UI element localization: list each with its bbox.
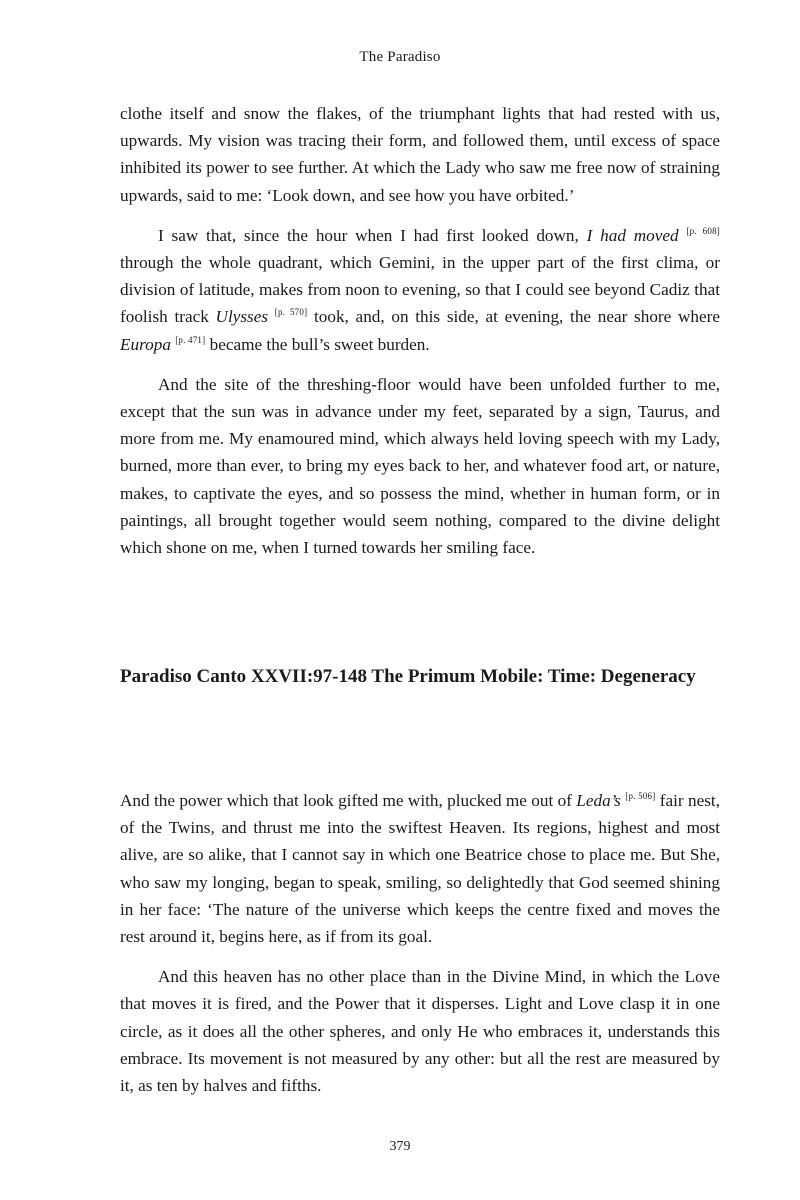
page-reference: [p. 608] [686,225,720,236]
paragraph-2-text-c: took, and, on this side, at evening, the near shore where [307,307,720,327]
running-head: The Paradiso [359,49,441,65]
page-number: 379 [389,1139,411,1154]
paragraph-4-text-a: And the power which that look gifted me with, plucked me out of [120,791,577,810]
emphasis-i-had-moved: I had moved [586,225,679,245]
paragraph-4 [120,787,720,950]
paragraph-1: clothe itself and snow the flakes, of the triumphant lights that had rested with us, upwards. My vision was tracing their form, and followed them, until excess of space inhibited its power to see further. At which the Lady who saw me free now of straining upwards, said to me: ‘Look down, and see how you have orbited.’ [120,104,720,205]
paragraph-2-text-a: I saw that, since the hour when I had first looked down, [158,225,587,245]
emphasis-europa: Europa [120,334,171,354]
paragraph-2-text-b: through the whole quadrant, which Gemini, in the upper part of the first clima, or division of latitude, makes from noon to evening, so that I could see beyond Cadiz that foolish track [120,253,720,327]
paragraph-2 [120,222,720,358]
page-reference: [p. 471] [175,334,206,345]
emphasis-ledas: Leda’s [576,791,621,810]
text-block-upper [120,100,720,574]
emphasis-ulysses: Ulysses [215,307,269,327]
text-block-lower [120,787,720,1112]
paragraph-5: And this heaven has no other place than in the Divine Mind, in which the Love that moves it is fired, and the Power that it disperses. Light and Love clasp it in one circle, as it does all the other spheres, and only He who embraces it, understands this embrace. Its movement is not measured by any other: but all the rest are measured by it, as ten by halves and fifths. [120,967,720,1096]
page-reference: [p. 506] [625,791,656,801]
page-reference: [p. 570] [274,307,308,318]
paragraph-2-text-d: became the bull’s sweet burden. [205,334,430,354]
section-heading: Paradiso Canto XXVII:97-148 The Primum Mobile: Time: Degeneracy [120,666,696,687]
paragraph-3: And the site of the threshing-floor would have been unfolded further to me, except that the sun was in advance under my feet, separated by a sign, Taurus, and more from me. My enamoured mind, which always held loving speech with my Lady, burned, more than ever, to bring my eyes back to her, and whatever food art, or nature, makes, to captivate the eyes, and so possess the mind, whether in human form, or in paintings, all brought together would seem nothing, compared to the divine delight which shone on me, when I turned towards her smiling face. [120,374,720,558]
paragraph-4-text-b: fair nest, of the Twins, and thrust me into the swiftest Heaven. Its regions, highest and most alive, are so alike, that I cannot say in which one Beatrice chose to place me. But She, who saw my longing, began to speak, smiling, so delightedly that God seemed shining in her face: ‘The nature of the universe which keeps the centre fixed and moves the rest around it, begins here, as if from its goal. [120,791,720,947]
